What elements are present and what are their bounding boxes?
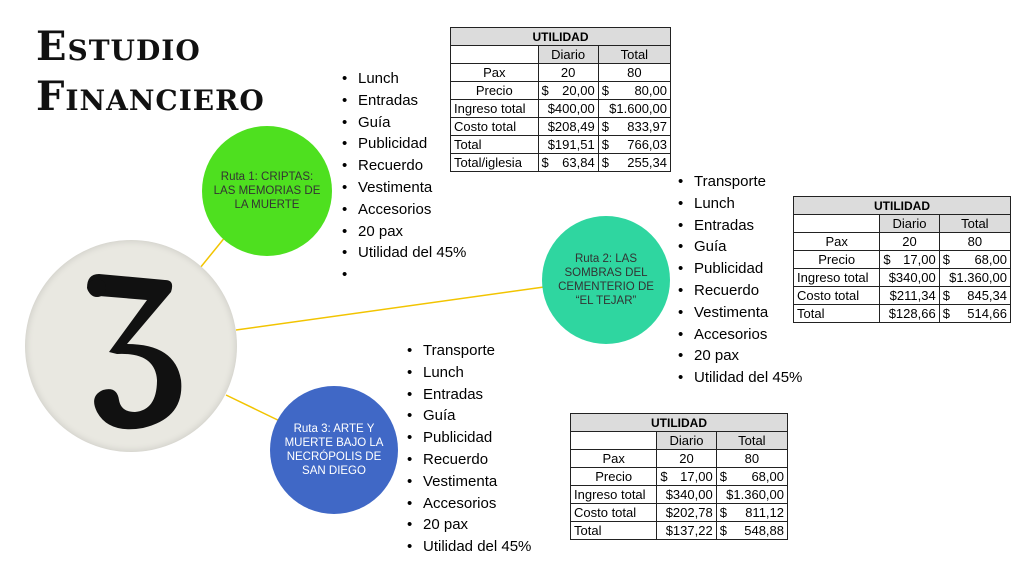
title-line-2: Financiero xyxy=(36,73,265,120)
list-item: • Vestimenta xyxy=(342,177,466,199)
row-label: Pax xyxy=(451,64,539,82)
route-3-items-list xyxy=(407,340,531,558)
row-label: Precio xyxy=(451,82,539,100)
cell-diario: $137,22 xyxy=(657,522,716,540)
column-header: Total xyxy=(716,432,787,450)
row-label: Pax xyxy=(794,233,880,251)
list-item: • Entradas xyxy=(407,384,531,406)
currency-sign: $ xyxy=(660,469,668,484)
cell-total xyxy=(598,118,670,136)
cell-total xyxy=(939,305,1010,323)
table-row xyxy=(451,136,671,154)
cell-diario: $400,00 xyxy=(538,100,598,118)
cell-diario: $191,51 xyxy=(538,136,598,154)
cell-diario: 20 xyxy=(880,233,939,251)
route-1-items-list xyxy=(342,68,466,264)
route-1-label: Ruta 1: CRIPTAS: LAS MEMORIAS DE LA MUERTE xyxy=(213,171,321,211)
cell-total: 80 xyxy=(716,450,787,468)
connector-route2 xyxy=(236,287,544,330)
list-item: • 20 pax xyxy=(678,345,802,367)
column-header: Total xyxy=(939,215,1010,233)
column-header: Diario xyxy=(538,46,598,64)
route-2-items-list xyxy=(678,171,802,389)
cell-total xyxy=(939,287,1010,305)
list-item: • Accesorios xyxy=(342,199,466,221)
cell-diario xyxy=(880,251,939,269)
list-item: • Utilidad del 45% xyxy=(407,536,531,558)
cell-total xyxy=(716,468,787,486)
list-item: • Entradas xyxy=(342,90,466,112)
cell-diario: $211,34 xyxy=(880,287,939,305)
list-item: • Guía xyxy=(678,236,802,258)
list-item: • Recuerdo xyxy=(678,280,802,302)
table-row xyxy=(571,522,788,540)
list-item: • Recuerdo xyxy=(407,449,531,471)
row-label: Total/iglesia xyxy=(451,154,539,172)
list-item: • Utilidad del 45% xyxy=(678,367,802,389)
cell-diario xyxy=(657,468,716,486)
table-row xyxy=(794,305,1011,323)
cell-diario: $340,00 xyxy=(880,269,939,287)
title-line-1: Estudio xyxy=(36,23,201,70)
cell-total: 80 xyxy=(939,233,1010,251)
cell-value: 766,03 xyxy=(627,137,667,152)
list-item: • Publicidad xyxy=(342,133,466,155)
row-label: Total xyxy=(451,136,539,154)
cell-diario: $128,66 xyxy=(880,305,939,323)
row-label: Ingreso total xyxy=(571,486,657,504)
connector-route1 xyxy=(200,236,226,268)
cell-diario xyxy=(538,154,598,172)
row-label: Total xyxy=(571,522,657,540)
row-label: Ingreso total xyxy=(451,100,539,118)
cell-total: $1.600,00 xyxy=(598,100,670,118)
cell-value: 17,00 xyxy=(903,252,936,267)
currency-sign: $ xyxy=(541,155,549,170)
table-row xyxy=(571,486,788,504)
row-label: Pax xyxy=(571,450,657,468)
cell-value: 833,97 xyxy=(627,119,667,134)
table-row xyxy=(794,287,1011,305)
list-item: • Lunch xyxy=(342,68,466,90)
utilidad-table-route-3 xyxy=(570,413,788,540)
cell-total xyxy=(716,522,787,540)
table-corner xyxy=(451,46,539,64)
list-item: • Guía xyxy=(342,112,466,134)
cell-value: 17,00 xyxy=(680,469,713,484)
table-header: UTILIDAD xyxy=(451,28,671,46)
table-row xyxy=(451,118,671,136)
cell-value: 20,00 xyxy=(562,83,595,98)
cell-total: 80 xyxy=(598,64,670,82)
route-1-circle[interactable] xyxy=(202,126,332,256)
cell-diario xyxy=(538,82,598,100)
table-row xyxy=(794,269,1011,287)
table-corner xyxy=(794,215,880,233)
cell-total xyxy=(716,504,787,522)
route-3-circle[interactable] xyxy=(270,386,398,514)
list-item: • Vestimenta xyxy=(407,471,531,493)
cell-total xyxy=(598,154,670,172)
table-row xyxy=(794,251,1011,269)
cell-diario: 20 xyxy=(538,64,598,82)
row-label: Costo total xyxy=(794,287,880,305)
currency-sign: $ xyxy=(541,83,549,98)
cell-diario: $202,78 xyxy=(657,504,716,522)
cell-value: 548,88 xyxy=(744,523,784,538)
list-item: • Publicidad xyxy=(407,427,531,449)
cell-total xyxy=(939,251,1010,269)
cell-value: 514,66 xyxy=(967,306,1007,321)
table-row xyxy=(451,154,671,172)
list-item: • 20 pax xyxy=(342,221,466,243)
cell-value: 811,12 xyxy=(745,505,784,520)
slide-title xyxy=(36,22,265,122)
currency-sign: $ xyxy=(601,83,609,98)
cell-total: $1.360,00 xyxy=(716,486,787,504)
cell-value: 63,84 xyxy=(562,155,595,170)
list-item: • 20 pax xyxy=(407,514,531,536)
currency-sign: $ xyxy=(719,469,727,484)
row-label: Precio xyxy=(571,468,657,486)
utilidad-table-route-2 xyxy=(793,196,1011,323)
cell-value: 68,00 xyxy=(751,469,784,484)
table-row xyxy=(571,468,788,486)
cell-value: 255,34 xyxy=(627,155,667,170)
route-2-circle[interactable] xyxy=(542,216,670,344)
currency-sign: $ xyxy=(601,119,609,134)
currency-sign: $ xyxy=(942,306,950,321)
list-item: • Guía xyxy=(407,405,531,427)
list-item: • Accesorios xyxy=(678,324,802,346)
currency-sign: $ xyxy=(942,288,950,303)
table-header: UTILIDAD xyxy=(794,197,1011,215)
route-2-label: Ruta 2: LAS SOMBRAS DEL CEMENTERIO DE “EL TEJAR” xyxy=(558,253,654,307)
list-item: • Entradas xyxy=(678,215,802,237)
table-row xyxy=(451,100,671,118)
table-row xyxy=(451,82,671,100)
row-label: Precio xyxy=(794,251,880,269)
table-row xyxy=(571,504,788,522)
cell-diario: $340,00 xyxy=(657,486,716,504)
table-row xyxy=(794,233,1011,251)
number-three-image xyxy=(25,240,237,452)
table-corner xyxy=(571,432,657,450)
cell-value: 845,34 xyxy=(967,288,1007,303)
row-label: Ingreso total xyxy=(794,269,880,287)
table-row xyxy=(571,450,788,468)
list-item: • Lunch xyxy=(407,362,531,384)
row-label: Costo total xyxy=(571,504,657,522)
number-three-icon xyxy=(25,240,237,452)
row-label: Costo total xyxy=(451,118,539,136)
list-item: • Transporte xyxy=(407,340,531,362)
cell-value: 80,00 xyxy=(634,83,667,98)
utilidad-table-route-1 xyxy=(450,27,671,172)
currency-sign: $ xyxy=(883,252,891,267)
column-header: Total xyxy=(598,46,670,64)
list-item: • Vestimenta xyxy=(678,302,802,324)
list-item: • Utilidad del 45% xyxy=(342,242,466,264)
cell-total xyxy=(598,136,670,154)
route-3-label: Ruta 3: ARTE Y MUERTE BAJO LA NECRÓPOLIS DE SAN DIEGO xyxy=(284,423,384,477)
cell-value: 68,00 xyxy=(974,252,1007,267)
list-item: • Transporte xyxy=(678,171,802,193)
row-label: Total xyxy=(794,305,880,323)
column-header: Diario xyxy=(657,432,716,450)
list-item: • Accesorios xyxy=(407,493,531,515)
currency-sign: $ xyxy=(601,137,609,152)
list-item: • Lunch xyxy=(678,193,802,215)
table-row xyxy=(451,64,671,82)
currency-sign: $ xyxy=(601,155,609,170)
column-header: Diario xyxy=(880,215,939,233)
list-item: • Recuerdo xyxy=(342,155,466,177)
cell-total xyxy=(598,82,670,100)
currency-sign: $ xyxy=(719,523,727,538)
table-header: UTILIDAD xyxy=(571,414,788,432)
currency-sign: $ xyxy=(719,505,727,520)
cell-total: $1.360,00 xyxy=(939,269,1010,287)
cell-diario: $208,49 xyxy=(538,118,598,136)
currency-sign: $ xyxy=(942,252,950,267)
list-item: • Publicidad xyxy=(678,258,802,280)
cell-diario: 20 xyxy=(657,450,716,468)
